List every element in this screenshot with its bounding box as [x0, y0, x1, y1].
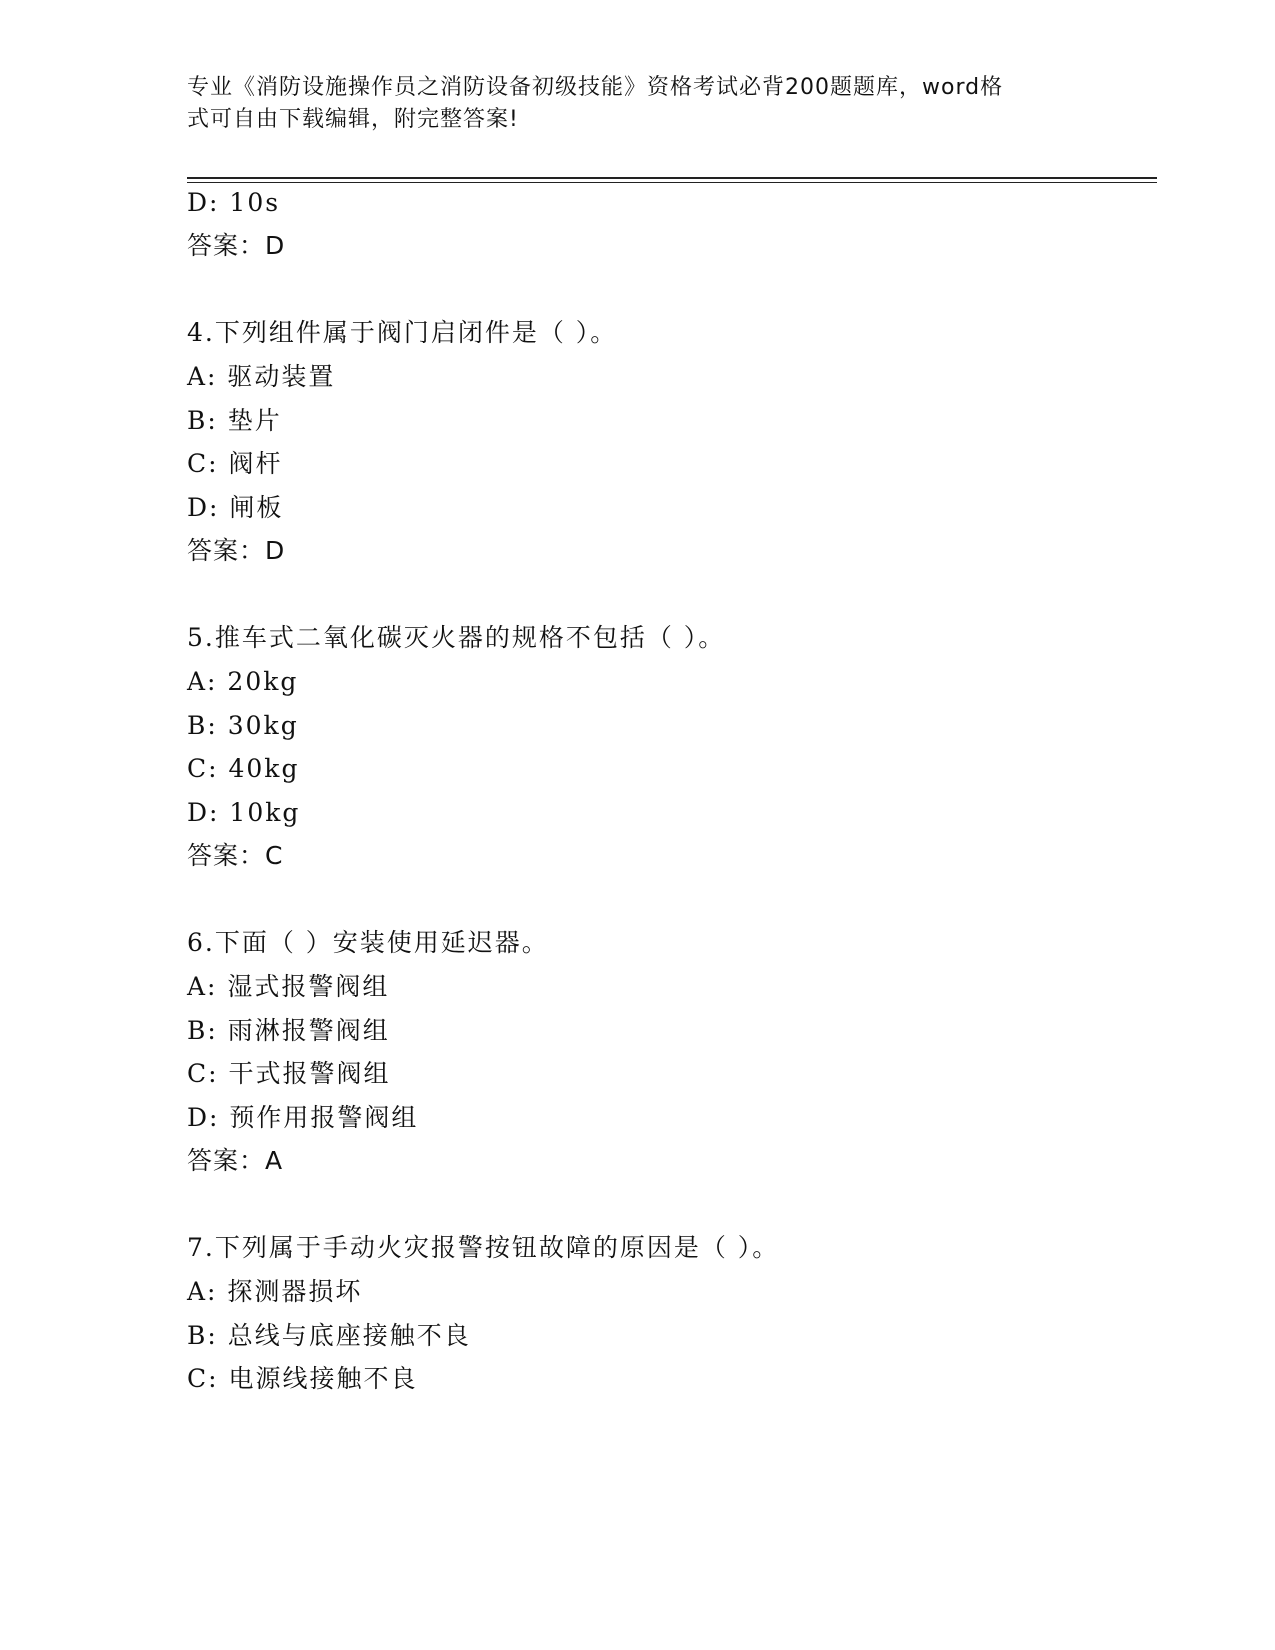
- option-c: C: 干式报警阀组: [187, 1059, 391, 1088]
- option-c: C: 电源线接触不良: [187, 1364, 418, 1393]
- question-5: 5.推车式二氧化碳灭火器的规格不包括（ ）。: [187, 623, 726, 652]
- answer-line: 答案：C: [187, 841, 284, 870]
- option-a: A: 探测器损坏: [187, 1277, 363, 1306]
- answer-line: 答案：D: [187, 536, 286, 565]
- question-7: 7.下列属于手动火灾报警按钮故障的原因是（ ）。: [187, 1233, 780, 1262]
- option-a: A: 20kg: [187, 667, 299, 696]
- option-b: B: 总线与底座接触不良: [187, 1321, 471, 1350]
- header-line-1: 专业《消防设施操作员之消防设备初级技能》资格考试必背200题题库，word格: [187, 75, 1004, 100]
- document-header: [187, 72, 1067, 136]
- question-6: 6.下面（ ）安装使用延迟器。: [187, 928, 549, 957]
- option-a: A: 湿式报警阀组: [187, 972, 390, 1001]
- answer-line: 答案：A: [187, 1146, 284, 1175]
- option-d: D: 预作用报警阀组: [187, 1103, 419, 1132]
- option-b: B: 垫片: [187, 406, 282, 435]
- header-line-2: 式可自由下载编辑，附完整答案!: [187, 107, 519, 132]
- header-divider-thin: [187, 182, 1157, 183]
- answer-line: 答案：D: [187, 231, 286, 260]
- option-d: D: 10kg: [187, 798, 301, 827]
- header-divider-thick: [187, 177, 1157, 179]
- option-b: B: 雨淋报警阀组: [187, 1016, 390, 1045]
- option-d: D: 闸板: [187, 493, 284, 522]
- question-4: 4.下列组件属于阀门启闭件是（ ）。: [187, 318, 618, 347]
- option-a: A: 驱动装置: [187, 362, 336, 391]
- option-d: D: 10s: [187, 188, 281, 217]
- option-b: B: 30kg: [187, 711, 299, 740]
- option-c: C: 40kg: [187, 754, 300, 783]
- option-c: C: 阀杆: [187, 449, 283, 478]
